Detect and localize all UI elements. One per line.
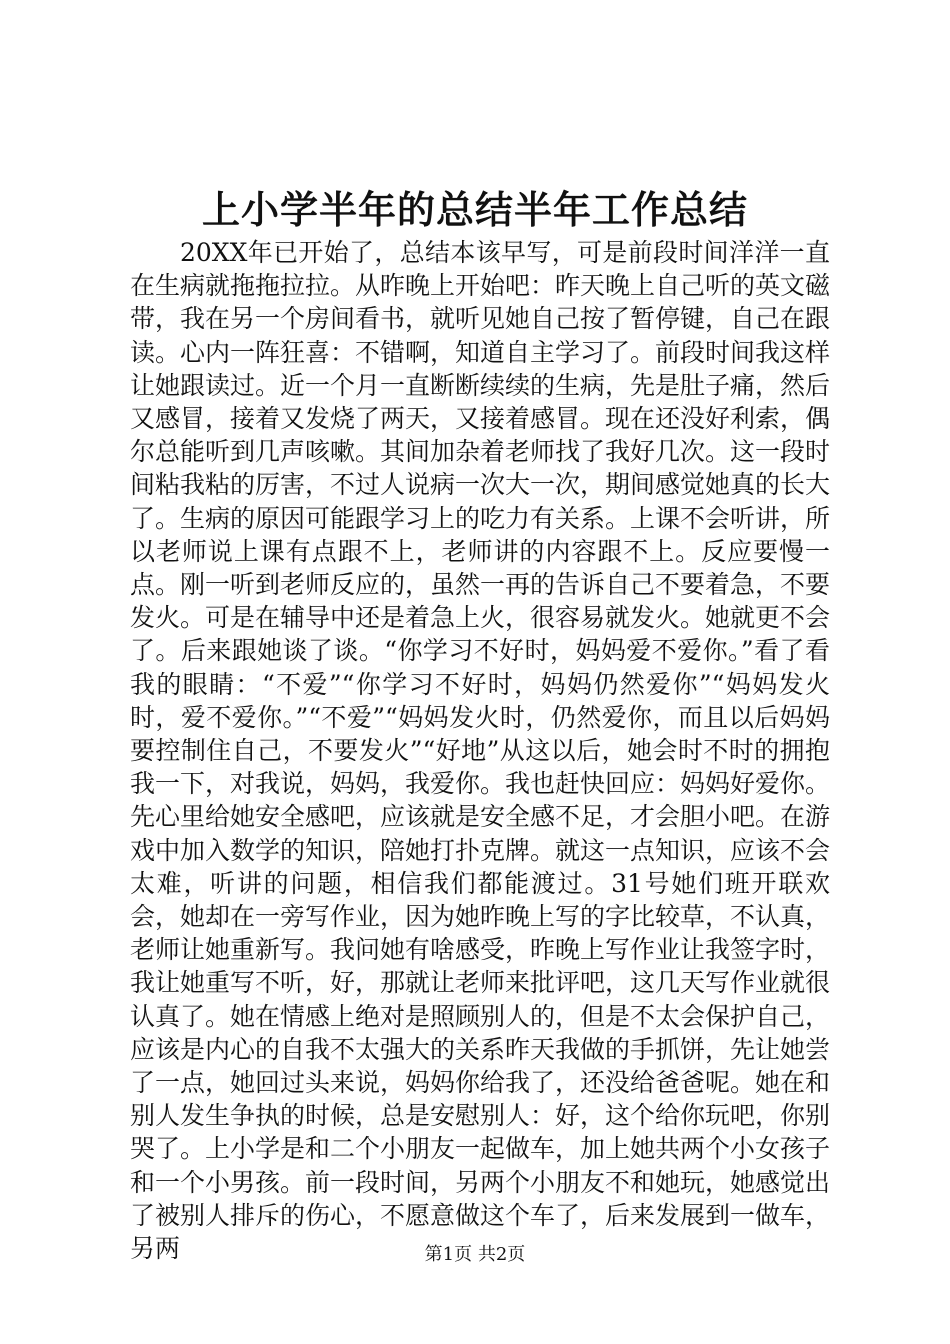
document-title: 上小学半年的总结半年工作总结 xyxy=(201,187,748,232)
document-body: 20XX年已开始了，总结本该早写，可是前段时间洋洋一直在生病就拖拖拉拉。从昨晚上开始吧：昨天晚上自己听的英文磁带，我在另一个房间看书，就听见她自己按了暂停键，自己在跟读。心内一阵狂喜：不错啊，知道自主学习了。前段时间我这样让她跟读过。近一个月一直断断续续的生病，先是肚子痛，然后又感冒，接着又发烧了两天，又接着感冒。现在还没好利索，偶尔总能听到几声咳嗽。其间加杂着老师找了我好几次。这一段时间粘我粘的厉害，不过人说病一次大一次，期间感觉她真的长大了。生病的原因可能跟学习上的吃力有关系。上课不会听讲，所以老师说上课有点跟不上，老师讲的内容跟不上。反应要慢一点。刚一听到老师反应的，虽然一再的告诉自己不要着急，不要发火。可是在辅导中还是着急上火，很容易就发火。她就更不会了。后来跟她谈了谈。“你学习不好时，妈妈爱不爱你。”看了看我的眼睛：“不爱”“你学习不好时，妈妈仍然爱你”“妈妈发火时，爱不爱你。”“不爱”“妈妈发火时，仍然爱你，而且以后妈妈要控制住自己，不要发火”“好地”从这以后，她会时不时的拥抱我一下，对我说，妈妈，我爱你。我也赶快回应：妈妈好爱你。先心里给她安全感吧，应该就是安全感不足，才会胆小吧。在游戏中加入数学的知识，陪她打扑克牌。就这一点知识，应该不会太难，听讲的问题，相信我们都能渡过。31号她们班开联欢会，她却在一旁写作业，因为她昨晚上写的字比较草，不认真，老师让她重新写。我问她有啥感受，昨晚上写作业让我签字时，我让她重写不听，好，那就让老师来批评吧，这几天写作业就很认真了。她在情感上绝对是照顾别人的，但是不太会保护自己，应该是内心的自我不太强大的关系昨天我做的手抓饼，先让她尝了一点，她回过头来说，妈妈你给我了，还没给爸爸呢。她在和别人发生争执的时候，总是安慰别人：好，这个给你玩吧，你别哭了。上小学是和二个小朋友一起做车，加上她共两个小女孩子和一个小男孩。前一段时间，另两个小朋友不和她玩，她感觉出了被别人排斥的伤心，不愿意做这个车了，后来发展到一做车，另两 xyxy=(130,238,831,1264)
page-footer: 第1页 共2页 xyxy=(424,1244,526,1265)
